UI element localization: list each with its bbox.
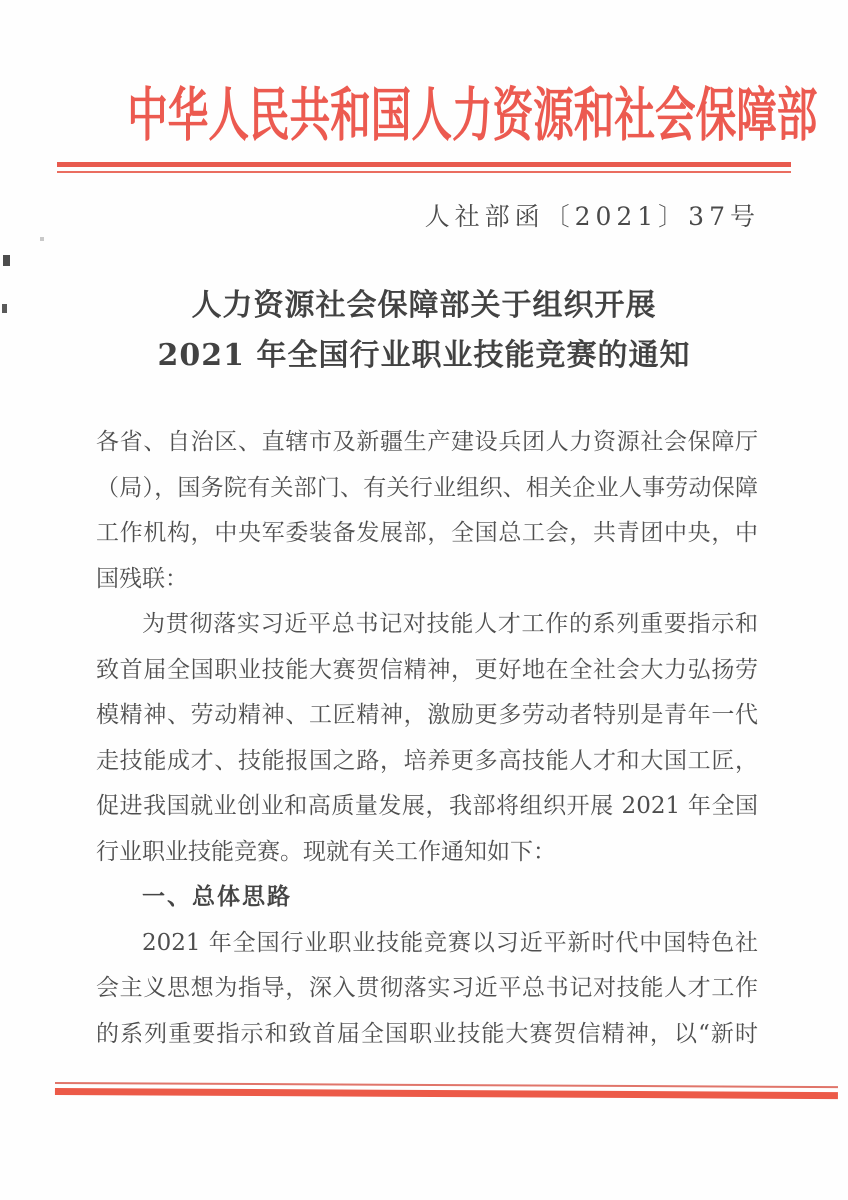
body-line: 走技能成才、技能报国之路，培养更多高技能人才和大国工匠，	[96, 747, 758, 774]
body-line: 会主义思想为指导，深入贯彻落实习近平总书记对技能人才工作	[96, 975, 758, 1001]
letterhead-divider-thin-line	[57, 171, 791, 173]
body-line: 致首届全国职业技能大赛贺信精神，更好地在全社会大力弘扬劳	[96, 656, 758, 683]
body-section-heading: 一、总体思路	[142, 884, 292, 910]
body-line: 工作机构，中央军委装备发展部，全国总工会，共青团中央，中	[96, 520, 758, 546]
document-title-line-2: 2021 年全国行业职业技能竞赛的通知	[157, 338, 691, 373]
letterhead-divider	[57, 162, 791, 173]
document-number: 人社部函〔2021〕37号	[424, 202, 760, 231]
document-title-line-1: 人力资源社会保障部关于组织开展	[191, 288, 657, 323]
body-line: （局），国务院有关部门、有关行业组织、相关企业人事劳动保障	[96, 474, 758, 501]
body-line: 2021 年全国行业职业技能竞赛以习近平新时代中国特色社	[142, 929, 758, 956]
body-line: 行业职业技能竞赛。现就有关工作通知如下：	[96, 838, 556, 865]
body-line: 各省、自治区、直辖市及新疆生产建设兵团人力资源社会保障厅	[96, 429, 758, 455]
body-line: 的系列重要指示和致首届全国职业技能大赛贺信精神，以“新时	[96, 1020, 758, 1047]
document-body	[96, 420, 758, 1057]
body-line: 为贯彻落实习近平总书记对技能人才工作的系列重要指示和	[142, 611, 758, 637]
body-line: 国残联：	[96, 565, 188, 592]
document-title	[0, 281, 848, 381]
scan-artifact-speck	[2, 304, 7, 313]
letterhead-title: 中华人民共和国人力资源和社会保障部	[127, 81, 818, 149]
scan-artifact-speck	[3, 255, 10, 266]
footer-divider-thick-line	[55, 1088, 838, 1099]
footer-divider-thin-line	[55, 1082, 838, 1088]
scan-artifact-speck	[40, 237, 44, 241]
letterhead-divider-thick-line	[57, 162, 791, 167]
body-line: 模精神、劳动精神、工匠精神，激励更多劳动者特别是青年一代	[96, 702, 758, 728]
footer-divider	[55, 1082, 838, 1099]
body-line: 促进我国就业创业和高质量发展，我部将组织开展 2021 年全国	[96, 793, 758, 819]
